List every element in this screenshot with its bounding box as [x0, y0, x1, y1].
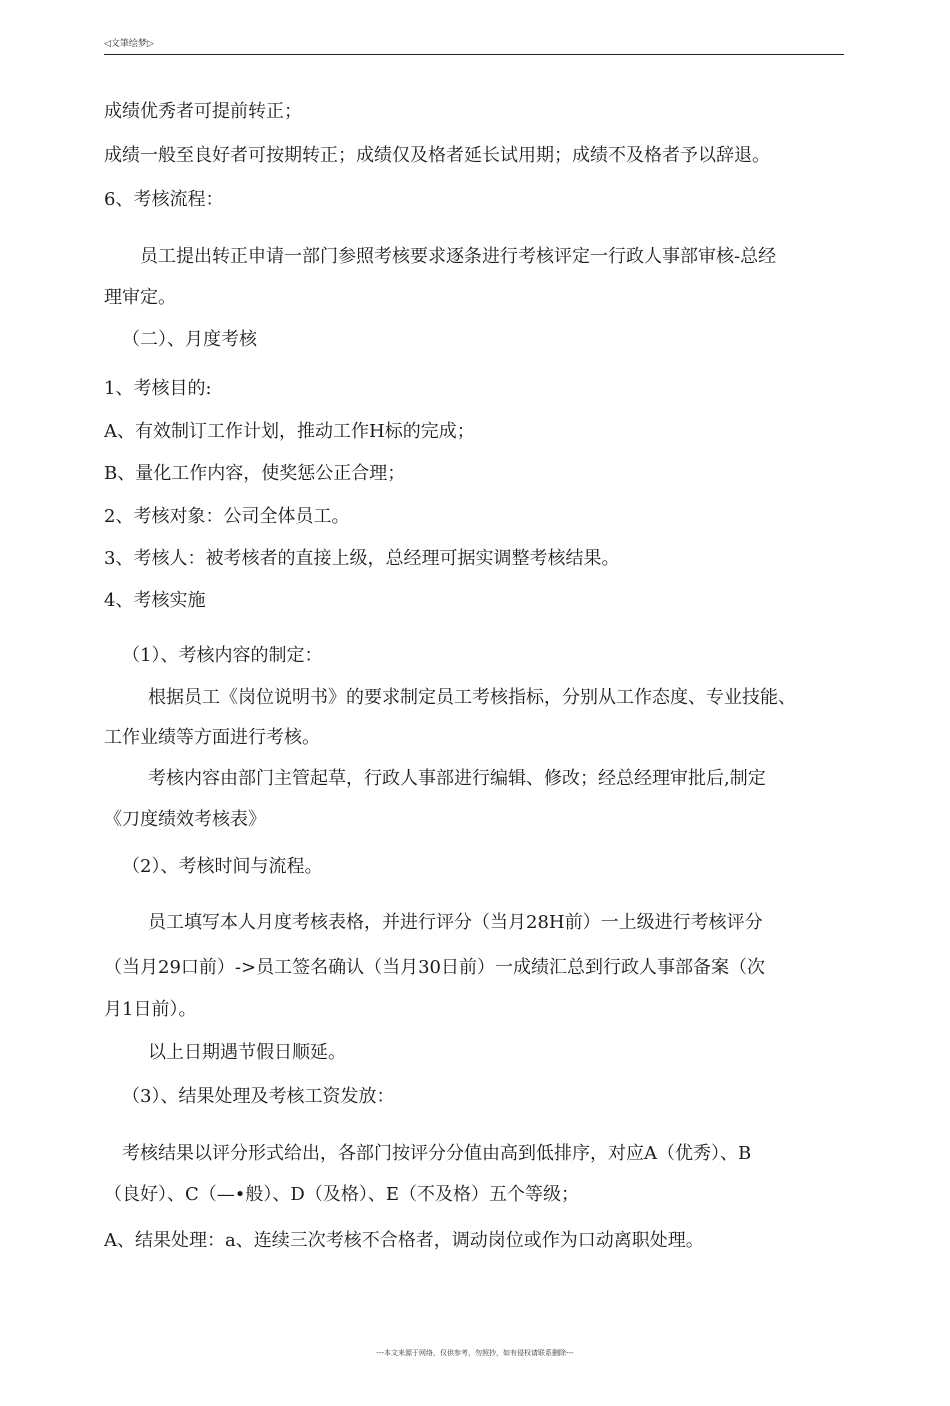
text-line: 考核内容由部门主管起草，行政人事部进行编辑、修改；经总经理审批后,制定	[148, 768, 766, 789]
text-line: 2、考核对象：公司全体员工。	[104, 506, 350, 527]
subsection-heading: （2）、考核时间与流程。	[122, 856, 323, 877]
text-line: 成绩一般至良好者可按期转正；成绩仅及格者延长试用期；成绩不及格者予以辞退。	[104, 145, 770, 166]
text-line: 成绩优秀者可提前转正；	[104, 101, 302, 122]
text-line: 根据员工《岗位说明书》的要求制定员工考核指标，分别从工作态度、专业技能、	[148, 687, 796, 708]
text-line: A、结果处理：a、连续三次考核不合格者，调动岗位或作为口动离职处理。	[104, 1230, 704, 1251]
text-line: 6、考核流程：	[104, 189, 224, 210]
text-line: （当月29口前）->员工签名确认（当月30日前）一成绩汇总到行政人事部备案（次	[104, 957, 765, 978]
page-footer: ---本文来源于网络，仅供参考，勿照抄，如有侵权请联系删除---	[376, 1349, 574, 1357]
text-line: （良好）、C（—•般）、D（及格）、E（不及格）五个等级；	[104, 1184, 579, 1205]
subsection-heading: （1）、考核内容的制定：	[122, 645, 323, 666]
text-line: 以上日期遇节假日顺延。	[148, 1042, 346, 1063]
text-line: 考核结果以评分形式给出，各部门按评分分值由高到低排序，对应A（优秀）、B	[122, 1143, 752, 1164]
subsection-heading: （3）、结果处理及考核工资发放：	[122, 1086, 395, 1107]
text-line: 3、考核人：被考核者的直接上级，总经理可据实调整考核结果。	[104, 548, 620, 569]
page-header: ◁文筆绘梦▷	[104, 38, 844, 55]
text-line: B、量化工作内容，使奖惩公正合理；	[104, 463, 406, 484]
text-line: 员工填写本人月度考核表格，并进行评分（当月28H前）一上级进行考核评分	[148, 912, 763, 933]
text-line: 工作业绩等方面进行考核。	[104, 727, 320, 748]
text-line: 1、考核目的:	[104, 378, 212, 399]
text-line: 4、考核实施	[104, 590, 206, 611]
text-line: 理审定。	[104, 287, 176, 308]
text-line: A、有效制订工作计划，推动工作H标的完成；	[104, 421, 475, 442]
section-heading: （二）、月度考核	[122, 329, 257, 350]
text-line: 《刀度绩效考核表》	[104, 809, 266, 830]
text-line: 员工提出转正申请一部门参照考核要求逐条进行考核评定一行政人事部审核-总经	[140, 246, 777, 267]
text-line: 月1日前）。	[104, 999, 197, 1020]
